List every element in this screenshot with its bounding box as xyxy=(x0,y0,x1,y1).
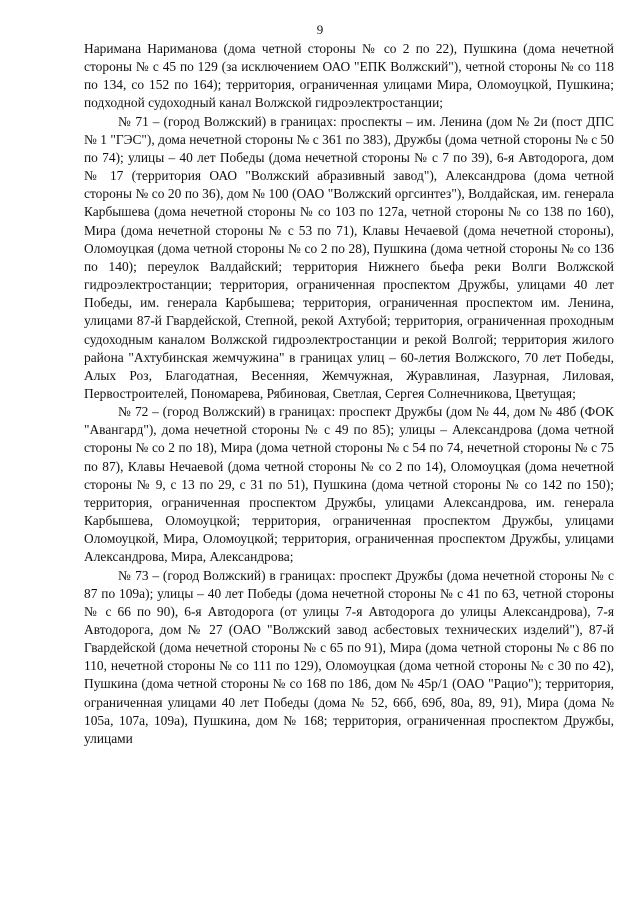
paragraph-district-73: № 73 – (город Волжский) в границах: проспект Дружбы (дома нечетной стороны № с 87 по 109а); улицы – 40 лет Победы (дома нечетной стороны № с 41 по 63, четной стороны № с 66 по 90), 6-я Автодорога (от улицы 7-я Автодорога до улицы Александрова), 7-я Автодорога, дом № 27 (ОАО "Волжский завод асбестовых технических изделий"), 87-й Гвардейской (дома нечетной стороны № с 65 по 91), Мира (дома четной стороны № с 86 по 110, нечетной стороны № со 111 по 129), Оломоуцкая (дома четной стороны № с 30 по 42), Пушкина (дома четной стороны № со 168 по 186, дом № 45р/1 (ОАО "Рацио"); территория, ограниченная улицами 40 лет Победы (дома № 52, 66б, 69б, 80а, 89, 91), Мира (дома № 105а, 107а, 109а), Пушкина, дом № 168; территория, ограниченная проспектом Дружбы, улицами xyxy=(84,567,614,746)
page-number: 9 xyxy=(316,22,324,37)
paragraph-district-72: № 72 – (город Волжский) в границах: проспект Дружбы (дом № 44, дом № 48б (ФОК "Авангард"), дома нечетной стороны № с 49 по 85); улицы – Александрова (дома четной стороны № со 2 по 18), Мира (дома четной стороны № с 54 по 74, нечетной стороны № с 75 по 87), Клавы Нечаевой (дома четной стороны № со 2 по 14), Оломоуцкая (дома нечетной стороны № 9, с 13 по 29, с 31 по 51), Пушкина (дома четной стороны № со 142 по 150); территория, ограниченная проспектом Дружбы, улицами Александрова, им. генерала Карбышева, Оломоуцкой; территория, ограниченная проспектом Дружбы, улицами Оломоуцкой, Мира, Оломоуцкой; территория, ограниченная проспектом Дружбы, улицами Александрова, Мира, Александрова; xyxy=(84,404,614,565)
document-body xyxy=(84,40,614,748)
paragraph-continuation: Наримана Нариманова (дома четной стороны № со 2 по 22), Пушкина (дома нечетной стороны № с 45 по 129 (за исключением ОАО "ЕПК Волжский"), четной стороны № со 118 по 134, со 152 по 164); территория, ограниченная улицами Мира, Оломоуцкой, Пушкина; подходной судоходный канал Волжской гидроэлектростанции; xyxy=(84,41,614,111)
paragraph-district-71: № 71 – (город Волжский) в границах: проспекты – им. Ленина (дом № 2и (пост ДПС № 1 "ГЭС"), дома нечетной стороны № с 361 по 383), Дружбы (дома четной стороны № с 50 по 74); улицы – 40 лет Победы (дома нечетной стороны № с 7 по 39), 6-я Автодорога, дом № 17 (территория ОАО "Волжский абразивный завод"), Александрова (дома четной стороны № со 20 по 36), дом № 100 (ОАО "Волжский оргсинтез"), Волдайская, им. генерала Карбышева (дома нечетной стороны № со 103 по 127а, четной стороны № со 138 по 160), Мира (дома нечетной стороны № с 53 по 71), Клавы Нечаевой (дома нечетной стороны), Оломоуцкая (дома четной стороны № со 2 по 28), Пушкина (дома четной стороны № со 136 по 140); переулок Валдайский; территория Нижнего бьефа реки Волги Волжской гидроэлектростанции; территория, ограниченная проспектом Дружбы, улицами 40 лет Победы, им. генерала Карбышева; территория, ограниченная проспектом им. Ленина, улицами 87-й Гвардейской, Степной, рекой Ахтубой; территория, ограниченная проходным судоходным каналом Волжской гидроэлектростанции и рекой Волгой; территория жилого района "Ахтубинская жемчужина" в границах улиц – 60-летия Волжского, 70 лет Победы, Алых Роз, Благодатная, Весенняя, Жемчужная, Журавлиная, Лазурная, Лиловая, Первостроителей, Пономарева, Рябиновая, Светлая, Сергея Солнечникова, Цветущая; xyxy=(84,113,614,401)
